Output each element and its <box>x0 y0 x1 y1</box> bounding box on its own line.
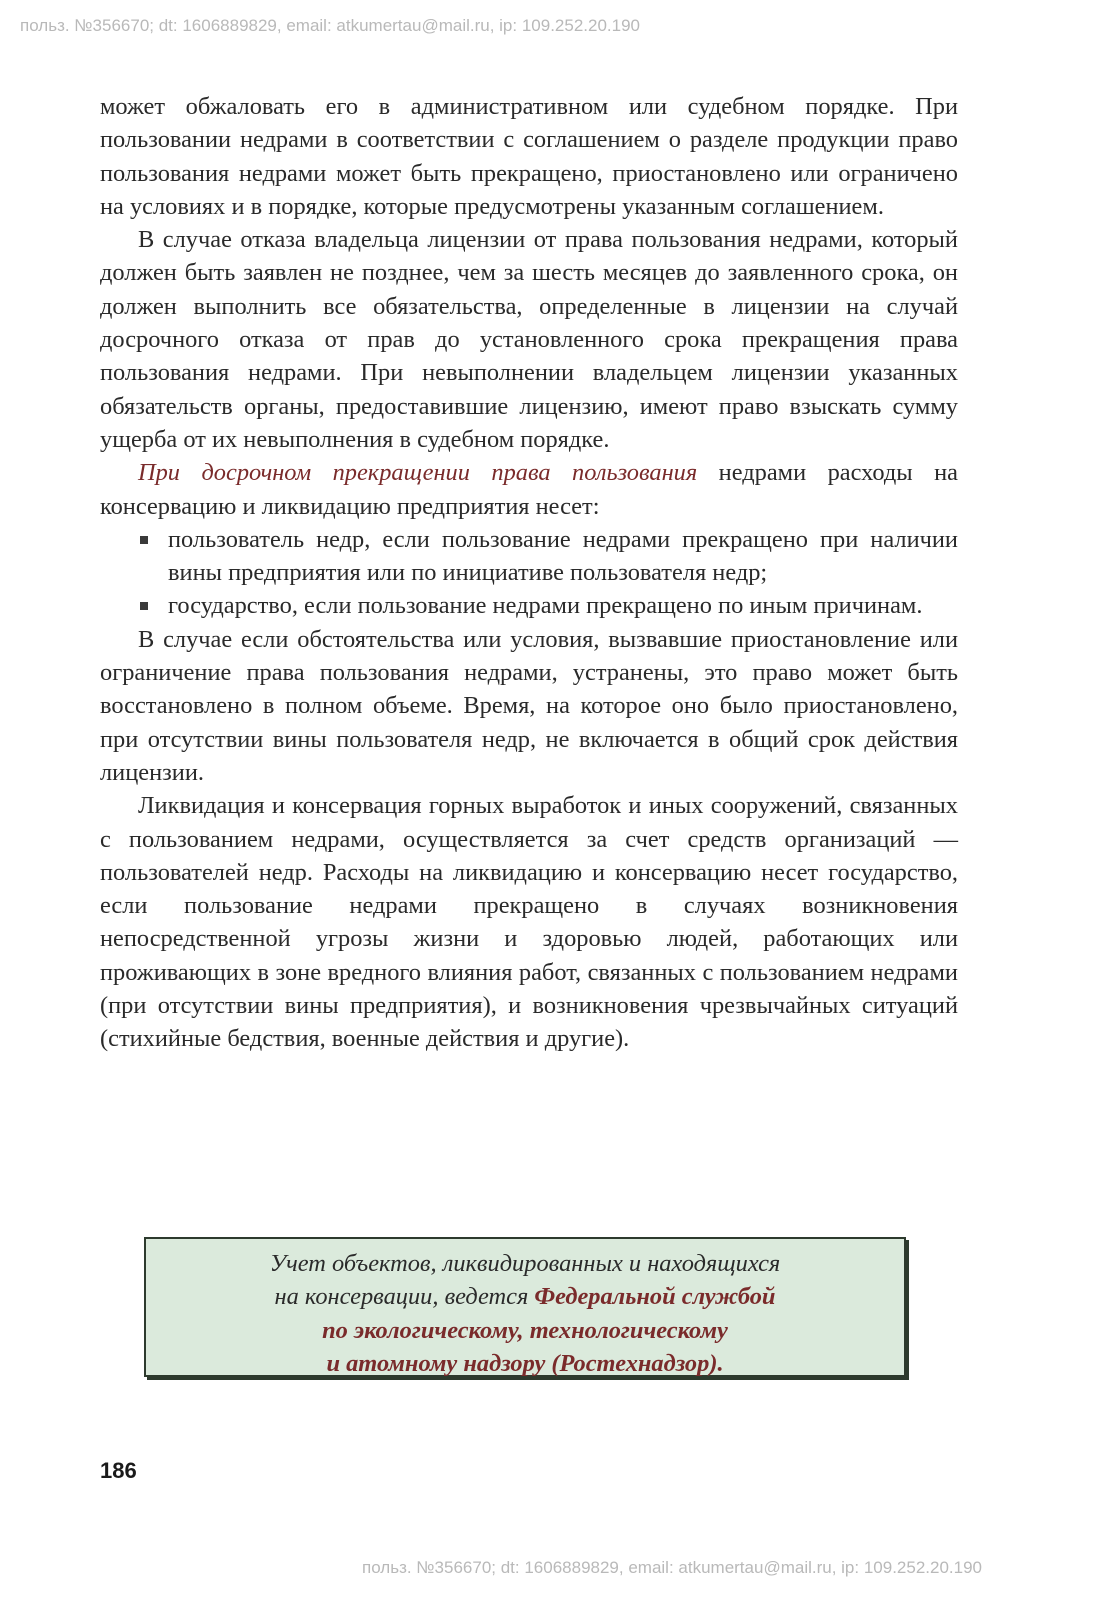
list-item-text: государство, если пользование недрами прекращено по иным причинам. <box>168 592 923 620</box>
note-line-2 <box>156 1280 894 1313</box>
note-emphasis: Федеральной службой <box>534 1283 776 1311</box>
page-number: 186 <box>100 1458 137 1483</box>
paragraph-5: Ликвидация и консервация горных выработок и иных сооружений, связанных с пользованием недрами, осуществляется за счет средств организаций — пользователей недр. Расходы на ликвидацию и консервацию несет государство, если пользование недрами прекращено в случаях возникновения непосредственной угрозы жизни и здоровью людей, работающих или проживающих в зоне вредного влияния работ, связанных с пользованием недрами (при отсутствии вины предприятия), и возникновения чрезвычайных ситуаций (стихийные бедствия, военные действия и другие). <box>100 792 958 1053</box>
paragraph-3 <box>100 456 958 523</box>
highlighted-term: При досрочном прекращении права пользования <box>138 459 698 487</box>
list-item <box>168 523 958 590</box>
square-bullet-icon <box>140 536 148 544</box>
note-line-4 <box>156 1347 894 1380</box>
watermark-bottom: польз. №356670; dt: 1606889829, email: atkumertau@mail.ru, ip: 109.252.20.190 <box>362 1558 983 1577</box>
page-body <box>100 90 958 1056</box>
note-line-1: Учет объектов, ликвидированных и находящихся <box>269 1250 781 1277</box>
note-text: на консервации, ведется <box>274 1283 535 1311</box>
note-box <box>144 1237 906 1377</box>
list-item-text: пользователь недр, если пользование недрами прекращено при наличии вины предприятия или по инициативе пользователя недр; <box>168 525 958 587</box>
note-line-3: по экологическому, технологическому <box>322 1316 728 1344</box>
paragraph-3-text: недрами расходы на консервацию и ликвидацию предприятия несет: <box>100 459 958 520</box>
watermark-top: польз. №356670; dt: 1606889829, email: atkumertau@mail.ru, ip: 109.252.20.190 <box>20 16 641 35</box>
bullet-list <box>100 523 958 623</box>
list-item <box>168 589 958 622</box>
note-period: . <box>717 1349 724 1377</box>
paragraph-1: может обжаловать его в административном или судебном порядке. При пользовании недрами в соответствии с соглашением о разделе продукции право пользования недрами может быть прекращено, приостановлено или ограничено на условиях и в порядке, которые предусмотрены указанным соглашением. <box>100 93 958 220</box>
note-emphasis: и атомному надзору (Ростехнадзор) <box>326 1349 718 1377</box>
square-bullet-icon <box>140 602 148 610</box>
paragraph-4: В случае если обстоятельства или условия, вызвавшие приостановление или ограничение права пользования недрами, устранены, это право может быть восстановлено в полном объеме. Время, на которое оно было приостановлено, при отсутствии вины пользователя недр, не включается в общий срок действия лицензии. <box>100 625 958 786</box>
paragraph-2: В случае отказа владельца лицензии от права пользования недрами, который должен быть заявлен не позднее, чем за шесть месяцев до заявленного срока, он должен выполнить все обязательства, определенные в лицензии на случай досрочного отказа от прав до установленного срока прекращения права пользования недрами. При невыполнении владельцем лицензии указанных обязательств органы, предоставившие лицензию, имеют право взыскать сумму ущерба от их невыполнения в судебном порядке. <box>100 226 958 453</box>
